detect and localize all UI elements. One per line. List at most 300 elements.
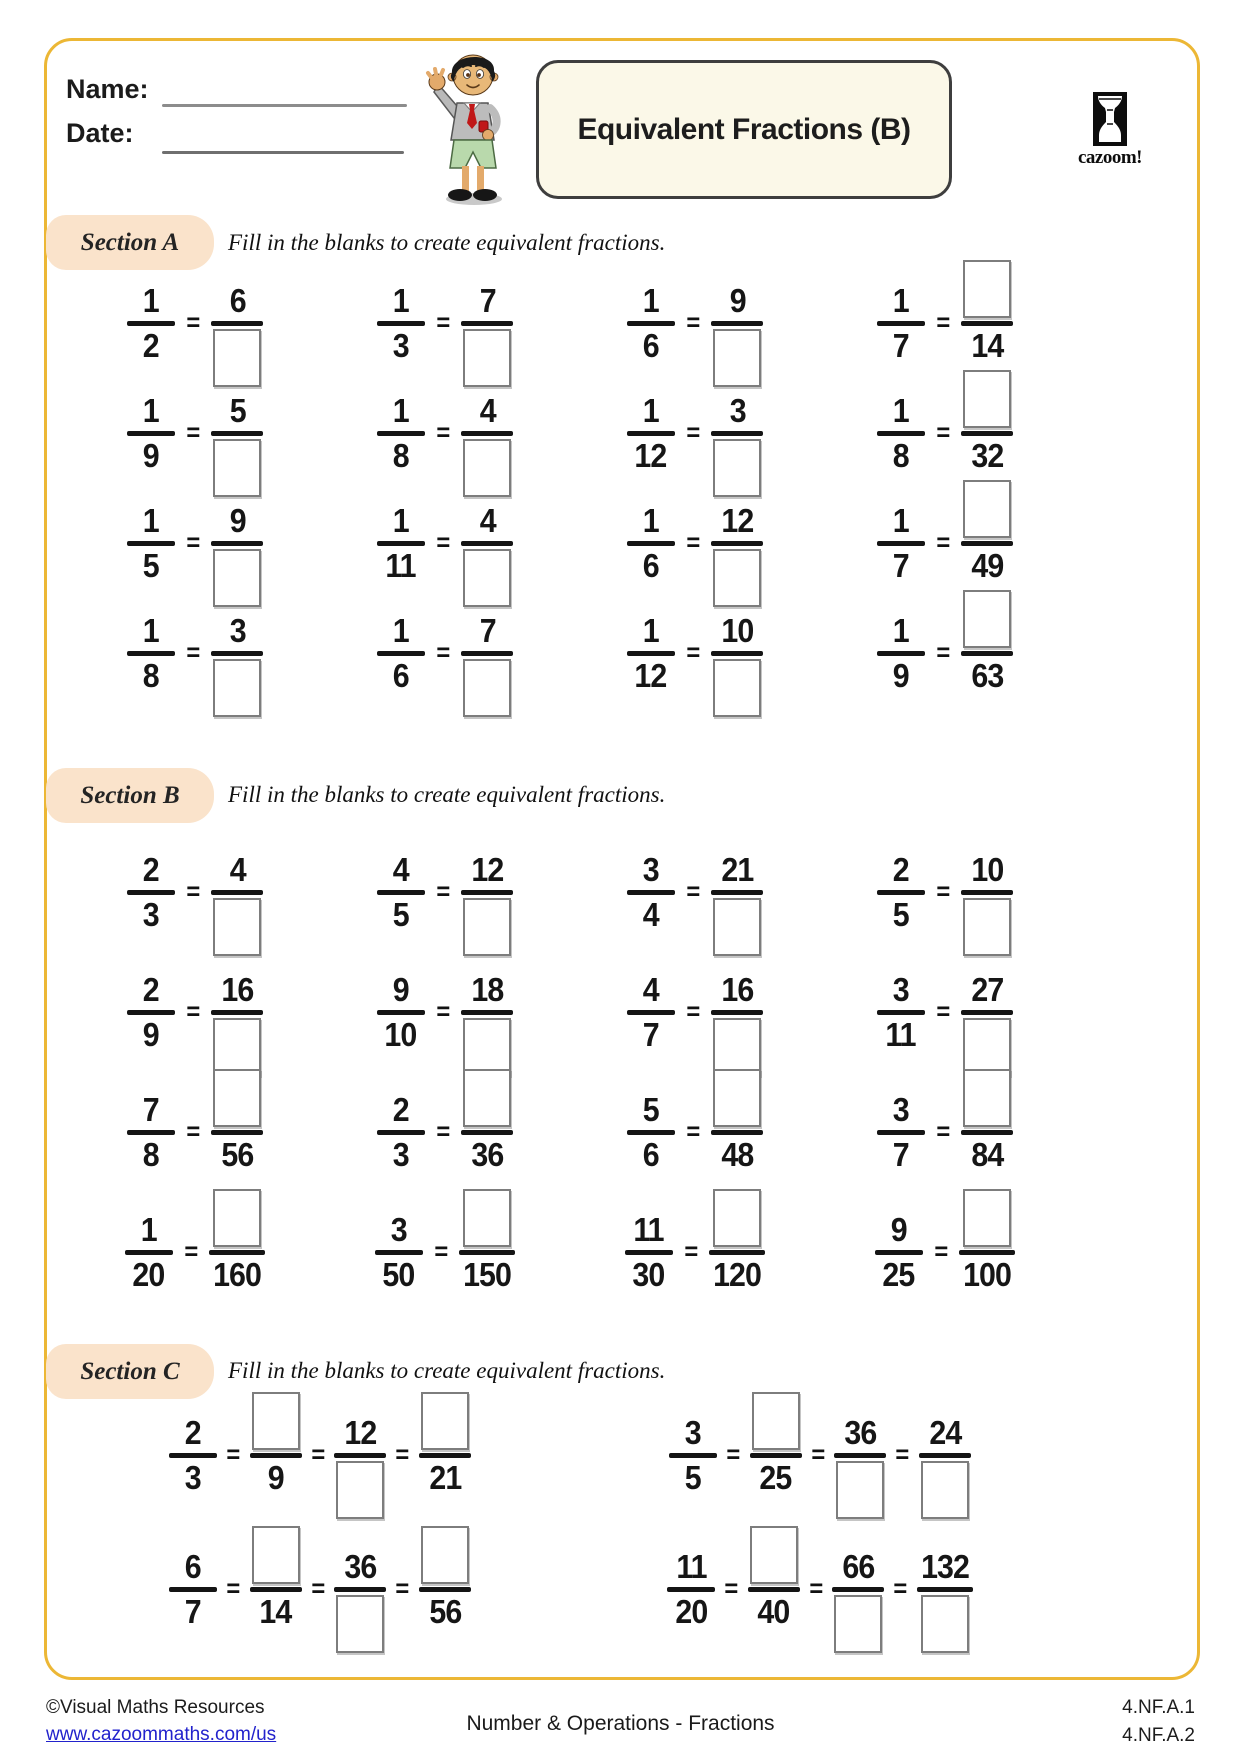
equals-sign: = bbox=[686, 528, 700, 557]
fraction bbox=[461, 499, 513, 604]
fraction-numerator bbox=[377, 1088, 425, 1130]
fraction bbox=[211, 848, 263, 953]
fraction-numerator bbox=[463, 279, 511, 321]
fraction bbox=[377, 609, 425, 714]
fraction-value: 7 bbox=[892, 1135, 909, 1173]
fraction bbox=[459, 1208, 515, 1313]
equals-sign: = bbox=[686, 997, 700, 1026]
fraction-numerator bbox=[377, 499, 425, 541]
fraction-value: 9 bbox=[890, 1210, 907, 1248]
section-c-problems bbox=[70, 1396, 1070, 1664]
answer-box[interactable] bbox=[336, 1595, 384, 1653]
fraction bbox=[127, 968, 175, 1073]
answer-box[interactable] bbox=[213, 549, 261, 607]
answer-box[interactable] bbox=[752, 1392, 800, 1450]
fraction-value: 160 bbox=[213, 1255, 262, 1293]
fraction-numerator bbox=[377, 968, 425, 1010]
fraction-denominator bbox=[625, 1255, 673, 1313]
answer-box[interactable] bbox=[963, 260, 1011, 318]
fraction-denominator bbox=[334, 1458, 386, 1516]
fraction-value: 8 bbox=[392, 436, 409, 474]
fraction-value: 9 bbox=[267, 1458, 284, 1496]
fraction-problem bbox=[320, 840, 570, 960]
fraction-numerator bbox=[713, 389, 761, 431]
fraction-value: 5 bbox=[892, 895, 909, 933]
answer-box[interactable] bbox=[463, 659, 511, 717]
fraction-value: 66 bbox=[842, 1547, 875, 1585]
equals-sign: = bbox=[811, 1440, 825, 1469]
fraction-denominator bbox=[461, 656, 513, 714]
fraction-numerator bbox=[377, 609, 425, 651]
fraction-numerator bbox=[461, 1088, 513, 1130]
fraction-denominator bbox=[919, 1458, 971, 1516]
fraction-numerator bbox=[127, 279, 175, 321]
answer-box[interactable] bbox=[213, 659, 261, 717]
answer-box[interactable] bbox=[213, 898, 261, 956]
fraction bbox=[877, 609, 925, 714]
fraction-value: 4 bbox=[392, 850, 409, 888]
equals-sign: = bbox=[186, 418, 200, 447]
equals-sign: = bbox=[724, 1574, 739, 1603]
fraction bbox=[961, 279, 1013, 384]
fraction-denominator bbox=[211, 546, 263, 604]
fraction-problem bbox=[320, 1080, 570, 1200]
equals-sign: = bbox=[436, 308, 450, 337]
fraction-value: 20 bbox=[132, 1255, 165, 1293]
fraction-denominator bbox=[711, 656, 763, 714]
answer-box[interactable] bbox=[463, 549, 511, 607]
fraction-problem bbox=[820, 496, 1070, 606]
equals-sign: = bbox=[936, 418, 950, 447]
fraction bbox=[334, 1411, 386, 1516]
fraction-value: 3 bbox=[142, 895, 159, 933]
fraction-numerator bbox=[377, 848, 425, 890]
section-b-instruction: Fill in the blanks to create equivalent fractions. bbox=[228, 782, 666, 807]
fraction-denominator bbox=[877, 546, 925, 604]
fraction-problem bbox=[570, 960, 820, 1080]
fraction-value: 12 bbox=[344, 1413, 377, 1451]
fraction-value: 1 bbox=[892, 281, 909, 319]
fraction-problem bbox=[320, 276, 570, 386]
answer-box[interactable] bbox=[963, 590, 1011, 648]
fraction bbox=[127, 1088, 175, 1193]
fraction-denominator bbox=[169, 1458, 217, 1516]
fraction-value: 7 bbox=[642, 1015, 659, 1053]
fraction bbox=[877, 279, 925, 384]
answer-box[interactable] bbox=[421, 1392, 469, 1450]
fraction-denominator bbox=[963, 656, 1011, 714]
fraction-value: 7 bbox=[479, 281, 496, 319]
answer-box[interactable] bbox=[963, 1018, 1011, 1076]
fraction-numerator bbox=[127, 609, 175, 651]
fraction-numerator bbox=[213, 389, 261, 431]
fraction-value: 9 bbox=[392, 970, 409, 1008]
equals-sign: = bbox=[186, 308, 200, 337]
fraction-value: 9 bbox=[892, 656, 909, 694]
fraction-value: 7 bbox=[892, 546, 909, 584]
answer-box[interactable] bbox=[463, 1189, 511, 1247]
fraction-value: 36 bbox=[471, 1135, 504, 1173]
fraction-value: 1 bbox=[142, 501, 159, 539]
fraction bbox=[750, 1411, 802, 1516]
fraction-value: 1 bbox=[392, 501, 409, 539]
website-link[interactable]: www.cazoommaths.com/us bbox=[46, 1724, 277, 1745]
fraction-numerator bbox=[463, 389, 511, 431]
fraction bbox=[211, 609, 263, 714]
fraction-value: 1 bbox=[892, 611, 909, 649]
fraction-problem bbox=[570, 1200, 820, 1320]
answer-box[interactable] bbox=[921, 1595, 969, 1653]
equals-sign: = bbox=[436, 997, 450, 1026]
equals-sign: = bbox=[184, 1237, 198, 1266]
fraction-denominator bbox=[627, 656, 675, 714]
fraction-problem bbox=[320, 960, 570, 1080]
equals-sign: = bbox=[434, 1237, 448, 1266]
fraction-denominator bbox=[627, 1135, 675, 1193]
fraction-denominator bbox=[461, 326, 513, 384]
fraction-numerator bbox=[375, 1208, 423, 1250]
fraction-denominator bbox=[919, 1592, 971, 1650]
fraction-value: 1 bbox=[142, 611, 159, 649]
fraction-numerator bbox=[211, 1088, 263, 1130]
fraction-value: 1 bbox=[392, 281, 409, 319]
fraction-value: 11 bbox=[885, 1015, 916, 1053]
fraction-numerator bbox=[711, 1208, 763, 1250]
fraction bbox=[711, 968, 763, 1073]
fraction-numerator bbox=[213, 499, 261, 541]
fraction-value: 27 bbox=[971, 970, 1004, 1008]
fraction-chain bbox=[570, 1396, 1070, 1530]
fraction bbox=[961, 968, 1013, 1073]
fraction bbox=[169, 1545, 217, 1650]
fraction-numerator bbox=[836, 1411, 884, 1453]
answer-box[interactable] bbox=[463, 1069, 511, 1127]
fraction bbox=[377, 499, 425, 604]
answer-box[interactable] bbox=[963, 480, 1011, 538]
fraction-denominator bbox=[627, 895, 675, 953]
equals-sign: = bbox=[936, 1117, 950, 1146]
answer-box[interactable] bbox=[834, 1595, 882, 1653]
answer-box[interactable] bbox=[213, 1018, 261, 1076]
fraction bbox=[377, 848, 425, 953]
fraction-numerator bbox=[169, 1411, 217, 1453]
fraction-value: 7 bbox=[479, 611, 496, 649]
fraction-chain bbox=[70, 1530, 570, 1664]
answer-box[interactable] bbox=[213, 1189, 261, 1247]
fraction-denominator bbox=[713, 1135, 761, 1193]
date-label: Date: bbox=[66, 118, 134, 148]
fraction-denominator bbox=[627, 1015, 675, 1073]
fraction bbox=[211, 968, 263, 1073]
fraction-value: 1 bbox=[142, 281, 159, 319]
fraction-chain bbox=[70, 1396, 570, 1530]
fraction-numerator bbox=[463, 848, 511, 890]
fraction-value: 3 bbox=[229, 611, 246, 649]
fraction-problem bbox=[820, 386, 1070, 496]
fraction-numerator bbox=[963, 968, 1011, 1010]
fraction bbox=[211, 389, 263, 494]
fraction bbox=[125, 1208, 173, 1313]
fraction-numerator bbox=[713, 609, 761, 651]
fraction-problem bbox=[820, 1080, 1070, 1200]
fraction bbox=[709, 1208, 765, 1313]
fraction bbox=[627, 848, 675, 953]
equals-sign: = bbox=[686, 638, 700, 667]
fraction-value: 2 bbox=[185, 1413, 202, 1451]
fraction-numerator bbox=[961, 1208, 1013, 1250]
cazoom-logo bbox=[1052, 92, 1168, 169]
fraction-value: 6 bbox=[642, 546, 659, 584]
fraction bbox=[127, 279, 175, 384]
fraction-numerator bbox=[877, 499, 925, 541]
fraction-denominator bbox=[377, 895, 425, 953]
fraction-denominator bbox=[421, 1458, 469, 1516]
fraction-problem bbox=[70, 276, 320, 386]
fraction-denominator bbox=[127, 1135, 175, 1193]
fraction-value: 100 bbox=[963, 1255, 1012, 1293]
fraction bbox=[627, 609, 675, 714]
fraction-numerator bbox=[627, 968, 675, 1010]
answer-box[interactable] bbox=[463, 439, 511, 497]
fraction bbox=[627, 968, 675, 1073]
fraction bbox=[211, 499, 263, 604]
answer-box[interactable] bbox=[713, 439, 761, 497]
fraction-denominator bbox=[832, 1592, 884, 1650]
fraction bbox=[377, 389, 425, 494]
fraction-numerator bbox=[127, 848, 175, 890]
answer-box[interactable] bbox=[713, 1189, 761, 1247]
equals-sign: = bbox=[436, 638, 450, 667]
equals-sign: = bbox=[686, 1117, 700, 1146]
equals-sign: = bbox=[934, 1237, 948, 1266]
fraction-value: 2 bbox=[142, 850, 159, 888]
fraction-value: 5 bbox=[142, 546, 159, 584]
fraction-value: 10 bbox=[971, 850, 1004, 888]
footer-standards bbox=[1122, 1694, 1195, 1750]
fraction-denominator bbox=[334, 1592, 386, 1650]
fraction-denominator bbox=[752, 1458, 800, 1516]
fraction-denominator bbox=[669, 1458, 717, 1516]
fraction-numerator bbox=[713, 279, 761, 321]
answer-box[interactable] bbox=[213, 1069, 261, 1127]
equals-sign: = bbox=[936, 877, 950, 906]
fraction-denominator bbox=[877, 656, 925, 714]
fraction bbox=[627, 1088, 675, 1193]
fraction-problem bbox=[570, 606, 820, 716]
fraction-value: 21 bbox=[428, 1458, 461, 1496]
fraction-value: 9 bbox=[142, 436, 159, 474]
fraction bbox=[419, 1545, 471, 1650]
name-input-line[interactable] bbox=[162, 104, 407, 107]
fraction-denominator bbox=[877, 326, 925, 384]
section-c-instruction: Fill in the blanks to create equivalent fractions. bbox=[228, 1358, 666, 1383]
fraction-value: 4 bbox=[642, 895, 659, 933]
equals-sign: = bbox=[936, 997, 950, 1026]
answer-box[interactable] bbox=[463, 898, 511, 956]
fraction-value: 1 bbox=[142, 391, 159, 429]
fraction-numerator bbox=[627, 848, 675, 890]
answer-box[interactable] bbox=[963, 370, 1011, 428]
fraction-denominator bbox=[377, 326, 425, 384]
fraction-problem bbox=[820, 1200, 1070, 1320]
equals-sign: = bbox=[436, 528, 450, 557]
fraction bbox=[211, 1088, 263, 1193]
equals-sign: = bbox=[936, 638, 950, 667]
answer-box[interactable] bbox=[713, 659, 761, 717]
date-input-line[interactable] bbox=[162, 151, 404, 154]
fraction-value: 14 bbox=[259, 1592, 292, 1630]
answer-box[interactable] bbox=[252, 1526, 300, 1584]
fraction bbox=[877, 968, 925, 1073]
section-c-label: Section C bbox=[80, 1357, 180, 1385]
fraction-value: 20 bbox=[675, 1592, 708, 1630]
fraction-denominator bbox=[877, 1135, 925, 1193]
answer-box[interactable] bbox=[421, 1526, 469, 1584]
fraction-denominator bbox=[877, 895, 925, 953]
answer-box[interactable] bbox=[213, 439, 261, 497]
fraction-value: 6 bbox=[642, 326, 659, 364]
fraction-value: 12 bbox=[634, 436, 667, 474]
fraction-value: 150 bbox=[463, 1255, 512, 1293]
answer-box[interactable] bbox=[713, 329, 761, 387]
fraction bbox=[377, 968, 425, 1073]
fraction-numerator bbox=[961, 389, 1013, 431]
logo-wordmark: cazoom! bbox=[1077, 147, 1143, 168]
answer-box[interactable] bbox=[463, 329, 511, 387]
fraction bbox=[250, 1411, 302, 1516]
fraction-value: 36 bbox=[844, 1413, 877, 1451]
fraction-denominator bbox=[461, 895, 513, 953]
fraction bbox=[711, 609, 763, 714]
equals-sign: = bbox=[809, 1574, 823, 1603]
answer-box[interactable] bbox=[252, 1392, 300, 1450]
fraction-value: 1 bbox=[642, 391, 659, 429]
fraction-value: 9 bbox=[729, 281, 746, 319]
fraction-value: 30 bbox=[632, 1255, 665, 1293]
fraction bbox=[127, 499, 175, 604]
standard-code: 4.NF.A.1 bbox=[1122, 1697, 1195, 1718]
fraction-value: 1 bbox=[140, 1210, 157, 1248]
answer-box[interactable] bbox=[713, 1018, 761, 1076]
equals-sign: = bbox=[186, 877, 200, 906]
fraction-numerator bbox=[877, 279, 925, 321]
equals-sign: = bbox=[226, 1440, 241, 1469]
fraction-value: 2 bbox=[392, 1090, 409, 1128]
fraction bbox=[627, 499, 675, 604]
fraction-numerator bbox=[961, 1088, 1013, 1130]
fraction-denominator bbox=[963, 1135, 1011, 1193]
fraction-denominator bbox=[375, 1255, 423, 1313]
fraction-value: 32 bbox=[971, 436, 1004, 474]
answer-box[interactable] bbox=[836, 1461, 884, 1519]
fraction-denominator bbox=[961, 895, 1013, 953]
answer-box[interactable] bbox=[963, 898, 1011, 956]
fraction-value: 6 bbox=[642, 1135, 659, 1173]
fraction-value: 5 bbox=[392, 895, 409, 933]
fraction-value: 120 bbox=[713, 1255, 762, 1293]
fraction-numerator bbox=[713, 499, 761, 541]
fraction-value: 1 bbox=[642, 501, 659, 539]
fraction-problem bbox=[70, 1200, 320, 1320]
fraction-problem bbox=[70, 840, 320, 960]
fraction-numerator bbox=[877, 968, 925, 1010]
fraction-value: 1 bbox=[392, 391, 409, 429]
answer-box[interactable] bbox=[713, 1069, 761, 1127]
section-a-problems bbox=[70, 276, 1070, 716]
fraction-denominator bbox=[875, 1255, 923, 1313]
answer-box[interactable] bbox=[750, 1526, 798, 1584]
drum-icon bbox=[1093, 92, 1127, 146]
fraction-denominator bbox=[877, 1015, 925, 1073]
equals-sign: = bbox=[686, 308, 700, 337]
fraction-numerator bbox=[877, 848, 925, 890]
fraction-denominator bbox=[461, 1015, 513, 1073]
fraction bbox=[711, 279, 763, 384]
fraction-value: 3 bbox=[642, 850, 659, 888]
answer-box[interactable] bbox=[963, 1189, 1011, 1247]
equals-sign: = bbox=[436, 877, 450, 906]
standard-code: 4.NF.A.2 bbox=[1122, 1725, 1195, 1746]
answer-box[interactable] bbox=[921, 1461, 969, 1519]
fraction-denominator bbox=[169, 1592, 217, 1650]
fraction bbox=[127, 389, 175, 494]
fraction bbox=[832, 1545, 884, 1650]
answer-box[interactable] bbox=[713, 898, 761, 956]
answer-box[interactable] bbox=[713, 549, 761, 607]
fraction-problem bbox=[820, 840, 1070, 960]
fraction-numerator bbox=[419, 1545, 471, 1587]
fraction bbox=[961, 1088, 1013, 1193]
fraction-problem bbox=[570, 276, 820, 386]
fraction-denominator bbox=[377, 1135, 425, 1193]
answer-box[interactable] bbox=[336, 1461, 384, 1519]
equals-sign: = bbox=[436, 418, 450, 447]
fraction-numerator bbox=[336, 1545, 384, 1587]
equals-sign: = bbox=[186, 1117, 200, 1146]
fraction bbox=[919, 1411, 971, 1516]
fraction-numerator bbox=[750, 1411, 802, 1453]
fraction bbox=[667, 1545, 715, 1650]
fraction bbox=[834, 1411, 886, 1516]
fraction-numerator bbox=[875, 1208, 923, 1250]
fraction-value: 14 bbox=[971, 326, 1004, 364]
answer-box[interactable] bbox=[463, 1018, 511, 1076]
fraction-value: 63 bbox=[971, 656, 1004, 694]
fraction-denominator bbox=[711, 895, 763, 953]
fraction-numerator bbox=[211, 1208, 263, 1250]
equals-sign: = bbox=[686, 877, 700, 906]
fraction-problem bbox=[320, 606, 570, 716]
fraction-denominator bbox=[377, 546, 425, 604]
fraction-value: 8 bbox=[142, 656, 159, 694]
answer-box[interactable] bbox=[963, 1069, 1011, 1127]
fraction bbox=[461, 848, 513, 953]
fraction-value: 9 bbox=[142, 1015, 159, 1053]
fraction-numerator bbox=[213, 968, 261, 1010]
fraction-numerator bbox=[713, 968, 761, 1010]
fraction-numerator bbox=[961, 609, 1013, 651]
fraction bbox=[711, 1088, 763, 1193]
fraction-problem bbox=[570, 840, 820, 960]
fraction-problem bbox=[70, 960, 320, 1080]
fraction-denominator bbox=[127, 546, 175, 604]
fraction-denominator bbox=[711, 1015, 763, 1073]
answer-box[interactable] bbox=[213, 329, 261, 387]
fraction-value: 11 bbox=[675, 1547, 707, 1585]
fraction-problem bbox=[320, 386, 570, 496]
fraction-problem bbox=[820, 276, 1070, 386]
fraction-denominator bbox=[461, 546, 513, 604]
